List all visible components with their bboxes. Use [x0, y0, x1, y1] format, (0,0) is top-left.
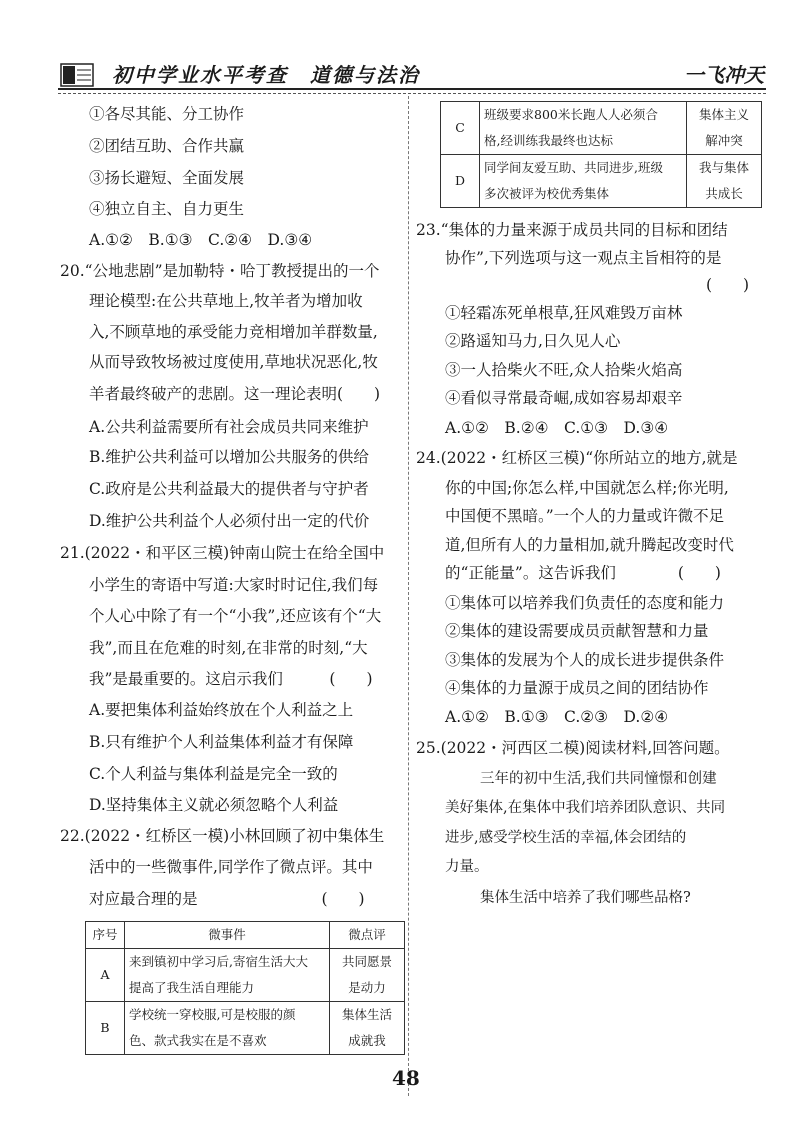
q19-option: ③扬长避短、全面发展	[89, 169, 245, 187]
column-divider	[408, 96, 409, 1096]
q21-option: D.坚持集体主义就必须忽略个人利益	[89, 796, 339, 814]
q23-line: 协作”,下列选项与这一观点主旨相符的是	[445, 249, 722, 267]
table-row	[441, 102, 762, 155]
q24-line: 你的中国;你怎么样,中国就怎么样;你光明,	[445, 479, 729, 497]
q23-option: ①轻霜冻死单根草,狂风难毁万亩林	[445, 304, 683, 322]
q20-option: B.维护公共利益可以增加公共服务的供给	[89, 448, 369, 466]
row-id: A	[86, 949, 125, 1002]
q23-paren: ( )	[706, 276, 750, 294]
q19-option: ①各尽其能、分工协作	[89, 105, 245, 123]
q24-option: ②集体的建设需要成员贡献智慧和力量	[445, 622, 709, 640]
row-event: 学校统一穿校服,可是校服的颜 色、款式我实在是不喜欢	[125, 1002, 330, 1055]
q24-option: ③集体的发展为个人的成长进步提供条件	[445, 651, 725, 669]
q20-option: A.公共利益需要所有社会成员共同来维护	[89, 418, 369, 436]
q20-option: D.维护公共利益个人必须付出一定的代价	[89, 512, 370, 530]
row-comment: 共同愿景 是动力	[330, 949, 405, 1002]
q21-line: 21.(2022・和平区三模)钟南山院士在给全国中	[60, 544, 385, 562]
q23-option: ②路遥知马力,日久见人心	[445, 332, 621, 350]
q21-line: 我”,而且在危难的时刻,在非常的时刻,“大	[89, 639, 368, 657]
q20-line: 理论模型:在公共草地上,牧羊者为增加收	[89, 292, 363, 310]
page-number: 48	[392, 1066, 420, 1090]
q22-line: 活中的一些微事件,同学作了微点评。其中	[89, 858, 373, 876]
q20-line: 入,不顾草地的承受能力竞相增加羊群数量,	[89, 323, 378, 341]
q25-material: 美好集体,在集体中我们培养团队意识、共同	[445, 800, 726, 816]
q19-answers: A.①② B.①③ C.②④ D.③④	[89, 231, 313, 249]
q25-question: 集体生活中培养了我们哪些品格?	[480, 890, 691, 906]
table-row	[86, 949, 405, 1002]
q23-line: 23.“集体的力量来源于成员共同的目标和团结	[416, 221, 728, 239]
q25-material: 三年的初中生活,我们共同憧憬和创建	[480, 771, 717, 787]
q21-option: B.只有维护个人利益集体利益才有保障	[89, 733, 354, 751]
header-title: 初中学业水平考查 道德与法治	[112, 63, 420, 87]
q20-line: 羊者最终破产的悲剧。这一理论表明( )	[89, 385, 381, 403]
row-event: 班级要求800米长跑人人必须合 格,经训练我最终也达标	[480, 102, 687, 155]
q22-line: 对应最合理的是 ( )	[89, 890, 365, 908]
book-logo-icon	[60, 60, 94, 88]
q25-material: 力量。	[445, 859, 489, 875]
row-event: 来到镇初中学习后,寄宿生活大大 提高了我生活自理能力	[125, 949, 330, 1002]
q25-line: 25.(2022・河西区二模)阅读材料,回答问题。	[416, 739, 730, 757]
row-comment: 集体生活 成就我	[330, 1002, 405, 1055]
q23-option: ④看似寻常最奇崛,成如容易却艰辛	[445, 389, 683, 407]
q20-line: 从而导致牧场被过度使用,草地状况恶化,牧	[89, 353, 378, 371]
q20-option: C.政府是公共利益最大的提供者与守护者	[89, 480, 369, 498]
q24-option: ①集体可以培养我们负责任的态度和能力	[445, 594, 725, 612]
q21-line: 个人心中除了有一个“小我”,还应该有个“大	[89, 607, 382, 625]
q21-option: C.个人利益与集体利益是完全一致的	[89, 765, 338, 783]
row-comment: 集体主义 解冲突	[687, 102, 762, 155]
table-header: 序号	[86, 922, 125, 949]
row-id: C	[441, 102, 480, 155]
header-rule	[58, 88, 766, 90]
q19-option: ②团结互助、合作共赢	[89, 137, 245, 155]
row-event: 同学间友爱互助、共同进步,班级 多次被评为校优秀集体	[480, 155, 687, 208]
table-header: 微事件	[125, 922, 330, 949]
header-brand: 一飞冲天	[684, 63, 764, 87]
row-comment: 我与集体 共成长	[687, 155, 762, 208]
q21-line: 小学生的寄语中写道:大家时时记住,我们每	[89, 576, 379, 594]
q20-line: 20.“公地悲剧”是加勒特・哈丁教授提出的一个	[60, 262, 380, 280]
q23-answers: A.①② B.②④ C.①③ D.③④	[445, 419, 669, 437]
q24-line: 的“正能量”。这告诉我们 ( )	[445, 564, 721, 582]
q21-option: A.要把集体利益始终放在个人利益之上	[89, 701, 354, 719]
q25-material: 进步,感受学校生活的幸福,体会团结的	[445, 830, 687, 846]
q24-option: ④集体的力量源于成员之间的团结协作	[445, 679, 709, 697]
row-id: D	[441, 155, 480, 208]
q21-line: 我”是最重要的。这启示我们 ( )	[89, 670, 373, 688]
q22-table-continued	[440, 101, 762, 208]
table-row	[86, 1002, 405, 1055]
q24-line: 道,但所有人的力量相加,就升腾起改变时代	[445, 536, 734, 554]
q23-option: ③一人拾柴火不旺,众人拾柴火焰高	[445, 361, 683, 379]
table-header: 微点评	[330, 922, 405, 949]
q24-answers: A.①② B.①③ C.②③ D.②④	[445, 708, 669, 726]
table-header-row	[86, 922, 405, 949]
header-rule-dashed	[58, 93, 766, 94]
q22-table	[85, 921, 405, 1055]
q19-option: ④独立自主、自力更生	[89, 200, 245, 218]
q22-line: 22.(2022・红桥区一模)小林回顾了初中集体生	[60, 827, 385, 845]
q24-line: 中国便不黑暗。”一个人的力量或许微不足	[445, 507, 725, 525]
table-row	[441, 155, 762, 208]
q24-line: 24.(2022・红桥区三模)“你所站立的地方,就是	[416, 449, 738, 467]
row-id: B	[86, 1002, 125, 1055]
